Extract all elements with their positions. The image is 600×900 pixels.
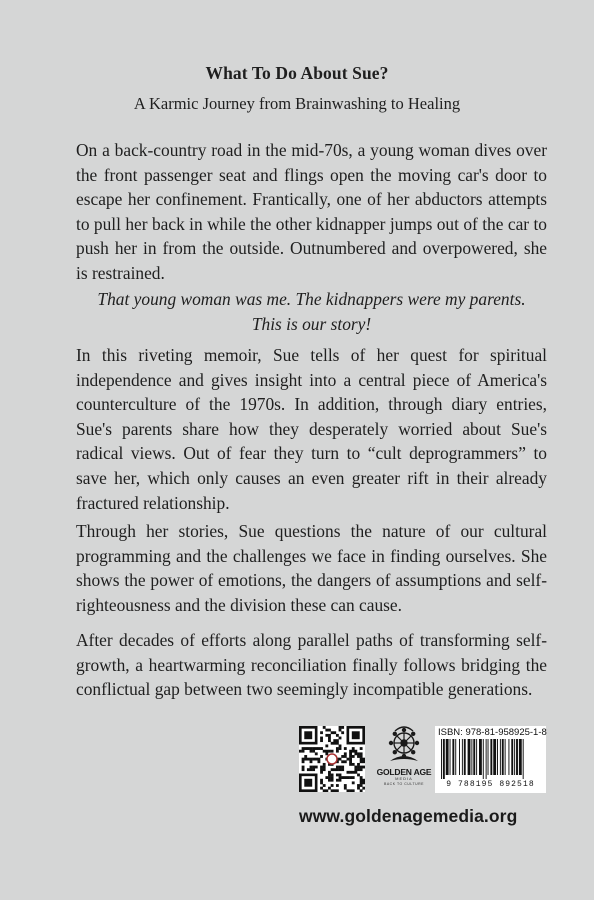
book-subtitle: A Karmic Journey from Brainwashing to Healing [133,94,461,113]
quote-line-2: This is our story! [251,313,372,334]
publisher-logo-name: GOLDEN AGE [376,767,432,777]
publisher-logo-sub: MEDIA [395,776,413,781]
isbn-barcode [435,726,546,793]
barcode-digits: 9 788195 892518 [446,780,535,789]
publisher-logo-tagline: BACK TO CULTURE [384,782,424,786]
lotus-dharma-wheel-icon [373,721,435,799]
barcode-bars [441,739,541,779]
qr-code-icon[interactable] [299,726,365,792]
publisher-website-link[interactable]: www.goldenagemedia.org [299,806,518,826]
isbn-label: ISBN: 978-81-958925-1-8 [438,727,547,738]
page-edge [594,0,600,900]
blurb-paragraph-5: After decades of efforts along parallel paths of transforming self-growth, a heartwarming reconciliation finally follows bridging the conflictual gap between two seemingly incompatible generations. [76,630,547,700]
blurb-paragraph-4: Through her stories, Sue questions the nature of our cultural programming and the challenges we face in finding ourselves. She shows the power of emotions, the dangers of assumptions and self-righteousness and the division these can cause. [76,521,547,615]
blurb-paragraph-1: On a back-country road in the mid-70s, a young woman dives over the front passenger seat and flings open the moving car's door to escape her confinement. Frantically, one of her abductors attempts to pull her back in while the other kidnapper jumps out of the car to push her in from the outside. Outnumbered and overpowered, she is restrained. [76,140,547,283]
blurb-quote [76,287,547,336]
quote-line-1: That young woman was me. The kidnappers were my parents. [97,289,526,309]
book-title: What To Do About Sue? [205,63,389,83]
blurb-paragraph-3: In this riveting memoir, Sue tells of her quest for spiritual independence and gives insight into a central piece of America's counterculture of the 1970s. In addition, through diary entries, Sue's parents share how they desperately worried about Sue's radical views. Out of fear they turn to “cult deprogrammers” to save her, which only causes an even greater rift in their already fractured relationship. [76,345,547,513]
